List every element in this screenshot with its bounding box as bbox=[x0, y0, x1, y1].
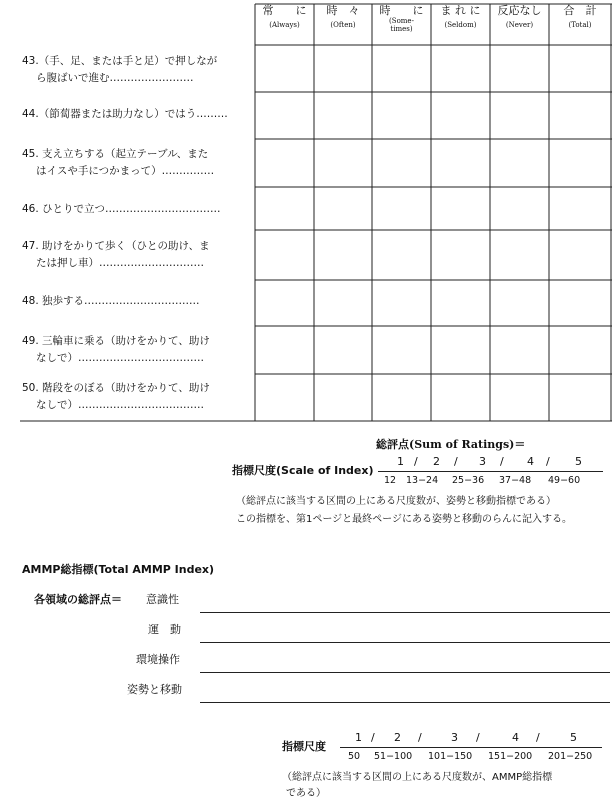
item-text-cont: はイスや手につかまって）…………… bbox=[36, 165, 215, 177]
item-45 bbox=[22, 146, 254, 180]
item-text-cont: なしで）……………………………… bbox=[36, 399, 204, 411]
column-header-total bbox=[549, 4, 611, 40]
ammp-scale-fraction-line bbox=[340, 747, 602, 748]
column-header-label: 時 に bbox=[379, 4, 424, 17]
column-header-en: (Always) bbox=[269, 21, 300, 29]
item-text-cont: ら腹ばいで進む…………………… bbox=[36, 72, 194, 84]
scale-slash: / bbox=[454, 455, 458, 468]
domain-motor-label: 運 動 bbox=[148, 623, 181, 636]
scale-range-1: 12 bbox=[384, 475, 397, 486]
domain-motor-field[interactable] bbox=[200, 642, 610, 643]
item-48 bbox=[22, 293, 254, 310]
scale-slash: / bbox=[500, 455, 504, 468]
sum-of-ratings-label: 総評点(Sum of Ratings)＝ bbox=[376, 438, 526, 451]
column-header-label: 時 々 bbox=[326, 4, 360, 17]
domain-posture-label: 姿勢と移動 bbox=[127, 683, 182, 696]
ammp-scale-number-3: 3 bbox=[451, 731, 458, 744]
ammp-scale-number-2: 2 bbox=[394, 731, 401, 744]
scale-number-1: 1 bbox=[397, 455, 404, 468]
item-text: 43.（手、足、または手と足）で押しなが bbox=[22, 55, 218, 67]
column-header-label: 常 に bbox=[262, 4, 307, 17]
item-text-cont: たは押し車）………………………… bbox=[36, 257, 204, 269]
scale-note: （総評点に該当する区間の上にある尺度数が、姿勢と移動指標である） bbox=[236, 496, 556, 507]
domain-total-label: 各領域の総評点＝ bbox=[34, 593, 122, 606]
scale-slash: / bbox=[418, 731, 422, 744]
item-text: 47. 助けをかりて歩く（ひとの助け、ま bbox=[22, 240, 210, 252]
scale-number-4: 4 bbox=[527, 455, 534, 468]
item-text: 50. 階段をのぼる（助けをかりて、助け bbox=[22, 382, 210, 394]
column-header-label: 合 計 bbox=[563, 4, 597, 17]
column-header-seldom bbox=[431, 4, 490, 40]
item-50 bbox=[22, 380, 254, 414]
column-header-label: ま れ に bbox=[440, 4, 481, 17]
ammp-scale-number-4: 4 bbox=[512, 731, 519, 744]
item-43 bbox=[22, 53, 254, 87]
ammp-scale-range-4: 151−200 bbox=[488, 751, 533, 762]
ammp-scale-number-1: 1 bbox=[355, 731, 362, 744]
ammp-note-line1: （総評点に該当する区間の上にある尺度数が、AMMP総指標 bbox=[282, 772, 553, 783]
column-header-never bbox=[490, 4, 549, 40]
ammp-note-line2: である） bbox=[286, 788, 326, 799]
column-header-en: (Often) bbox=[330, 21, 356, 29]
item-47 bbox=[22, 238, 254, 272]
item-49 bbox=[22, 333, 254, 367]
domain-awareness-label: 意識性 bbox=[146, 593, 179, 606]
column-header-en: (Never) bbox=[505, 21, 534, 29]
item-text: 49. 三輪車に乗る（助けをかりて、助け bbox=[22, 335, 210, 347]
domain-environment-field[interactable] bbox=[200, 672, 610, 673]
column-header-often bbox=[314, 4, 372, 40]
ammp-scale-range-2: 51−100 bbox=[374, 751, 413, 762]
item-text-cont: なしで）……………………………… bbox=[36, 352, 204, 364]
scale-slash: / bbox=[536, 731, 540, 744]
scale-range-4: 37−48 bbox=[499, 475, 532, 486]
column-header-label: 反応なし bbox=[497, 4, 542, 17]
total-ammp-heading: AMMP総指標(Total AMMP Index) bbox=[22, 563, 215, 576]
column-header-always bbox=[255, 4, 314, 40]
scale-slash: / bbox=[414, 455, 418, 468]
domain-awareness-field[interactable] bbox=[200, 612, 610, 613]
scale-range-5: 49−60 bbox=[548, 475, 581, 486]
scale-slash: / bbox=[476, 731, 480, 744]
scale-slash: / bbox=[546, 455, 550, 468]
scale-of-index-label: 指標尺度(Scale of Index) bbox=[232, 464, 374, 477]
item-text: 44.（節蔔器または助力なし）ではう……… bbox=[22, 108, 228, 120]
item-44 bbox=[22, 106, 254, 123]
scale-range-3: 25−36 bbox=[452, 475, 485, 486]
domain-environment-label: 環境操作 bbox=[136, 653, 180, 666]
ammp-scale-number-5: 5 bbox=[570, 731, 577, 744]
ammp-scale-label: 指標尺度 bbox=[282, 740, 326, 753]
ammp-scale-range-5: 201−250 bbox=[548, 751, 593, 762]
scale-instruction: この指標を、第1ページと最終ページにある姿勢と移動のらんに記入する。 bbox=[236, 514, 572, 525]
item-46 bbox=[22, 201, 254, 218]
column-header-en: (Some- times) bbox=[389, 17, 414, 33]
scale-range-2: 13−24 bbox=[406, 475, 439, 486]
column-header-sometimes bbox=[372, 4, 431, 40]
item-text: 46. ひとりで立つ…………………………… bbox=[22, 203, 221, 215]
scale-fraction-line bbox=[378, 471, 603, 472]
ammp-scale-range-1: 50 bbox=[348, 751, 361, 762]
item-text: 48. 独歩する…………………………… bbox=[22, 295, 200, 307]
column-header-en: (Total) bbox=[568, 21, 592, 29]
scale-slash: / bbox=[371, 731, 375, 744]
ammp-scale-range-3: 101−150 bbox=[428, 751, 473, 762]
scale-number-5: 5 bbox=[575, 455, 582, 468]
scale-number-3: 3 bbox=[479, 455, 486, 468]
scale-number-2: 2 bbox=[433, 455, 440, 468]
domain-posture-field[interactable] bbox=[200, 702, 610, 703]
item-text: 45. 支え立ちする（起立テーブル、また bbox=[22, 148, 209, 160]
column-header-en: (Seldom) bbox=[444, 21, 477, 29]
